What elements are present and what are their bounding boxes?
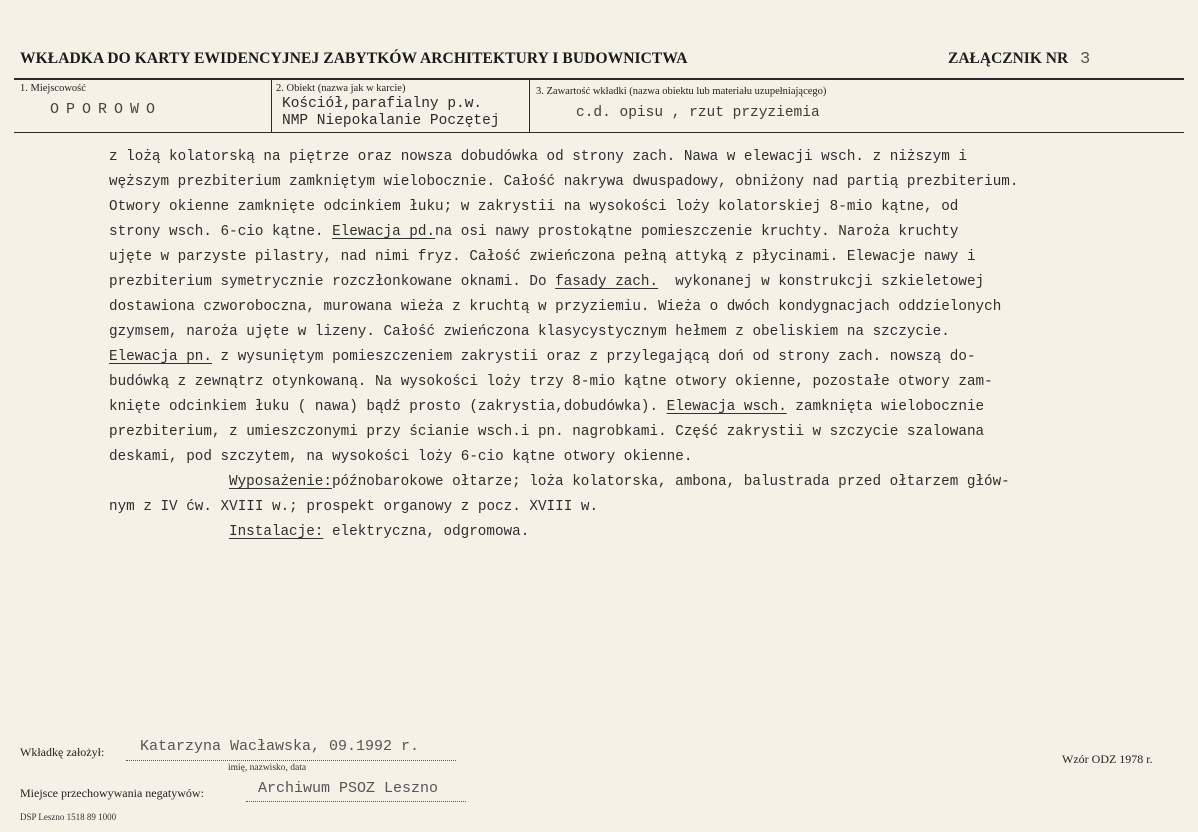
text-segment: z wysuniętym pomieszczeniem zakrystii oraz z przylegającą doń od strony zach. nowszą do- [211, 349, 976, 365]
text-line: z lożą kolatorską na piętrze oraz nowsza dobudówka od strony zach. Nawa w elewacji wsch. z niższym i [109, 149, 967, 165]
object-label: 2. Obiekt (nazwa jak w karcie) [276, 83, 406, 94]
author-dotted-line [126, 760, 456, 761]
annex-label-text: ZAŁĄCZNIK NR [948, 50, 1069, 67]
text-line: gzymsem, naroża ujęte w lizeny. Całość zwieńczona klasycystycznym hełmem z obeliskiem na szczycie. [109, 324, 950, 340]
text-segment: późnobarokowe ołtarze; loża kolatorska, ambona, balustrada przed ołtarzem głów- [331, 474, 1010, 490]
text-line: deskami, pod szczytem, na wysokości loży 6-cio kątne otwory okienne. [109, 449, 693, 465]
place-label: 1. Miejscowość [20, 83, 86, 94]
text-segment: elektryczna, odgromowa. [323, 524, 530, 540]
text-line [229, 471, 1010, 493]
storage-label: Miejsce przechowywania negatywów: [20, 786, 204, 800]
header-rule [14, 78, 1184, 80]
author-value: Katarzyna Wacławska, 09.1992 r. [140, 738, 420, 755]
text-segment: wykonanej w konstrukcji szkieletowej [658, 274, 985, 290]
text-segment: prezbiterium symetrycznie rozczłonkowane oknami. Do [109, 274, 556, 290]
text-segment: zamknięta wielobocznie [786, 399, 985, 415]
text-segment: na osi nawy prostokątne pomieszczenie kruchty. Naroża kruchty [435, 224, 959, 240]
text-line: węższym prezbiterium zamkniętym wielobocznie. Całość nakrywa dwuspadowy, obniżony nad partią prezbiterium. [109, 174, 1019, 190]
storage-dotted-line [246, 801, 466, 802]
annex-label [948, 50, 1090, 69]
text-line: dostawiona czworoboczna, murowana wieża z kruchtą w przyziemiu. Wieża o dwóch kondygnacjach oddzielonych [109, 299, 1002, 315]
form-version: Wzór ODZ 1978 r. [1062, 752, 1153, 766]
text-line [109, 221, 958, 243]
storage-value: Archiwum PSOZ Leszno [258, 780, 439, 797]
text-line [109, 396, 984, 418]
text-line: budówką z zewnątrz otynkowaną. Na wysokości loży trzy 8-mio kątne otwory okienne, pozostałe otwory zam- [109, 374, 993, 390]
text-segment: strony wsch. 6-cio kątne. [109, 224, 333, 240]
card-title: WKŁADKA DO KARTY EWIDENCYJNEJ ZABYTKÓW ARCHITEKTURY I BUDOWNICTWA [20, 50, 688, 67]
text-line: ujęte w parzyste pilastry, nad nimi fryz. Całość zwieńczona pełną attyką z płycinami. Elewacje nawy i [109, 249, 976, 265]
annex-number: 3 [1080, 50, 1091, 69]
text-line [109, 271, 984, 293]
author-sublabel: imię, nazwisko, data [228, 763, 307, 773]
text-line: Otwory okienne zamknięte odcinkiem łuku; w zakrystii na wysokości loży kolatorskiej 8-mio kątne, od [109, 199, 959, 215]
field-divider-2 [529, 79, 530, 132]
heading-elevation-south: Elewacja pd. [332, 224, 436, 240]
field-divider-1 [271, 79, 272, 132]
text-line: nym z IV ćw. XVIII w.; prospekt organowy z pocz. XVIII w. [109, 499, 599, 515]
heading-installations: Instalacje: [229, 524, 324, 540]
text-line [229, 521, 529, 543]
printer-imprint: DSP Leszno 1518 89 1000 [20, 812, 117, 822]
object-value-line1: Kościół,parafialny p.w. [282, 96, 483, 112]
heading-elevation-east: Elewacja wsch. [666, 399, 787, 415]
text-line: prezbiterium, z umieszczonymi przy ścianie wsch.i pn. nagrobkami. Część zakrystii w szczycie szalowana [109, 424, 985, 440]
heading-elevation-north: Elewacja pn. [109, 349, 212, 365]
object-value-line2: NMP Niepokalanie Poczętej [282, 113, 500, 129]
heading-furnishings: Wyposażenie: [229, 474, 332, 490]
heading-west-facade: fasady zach. [555, 274, 659, 290]
text-segment: knięte odcinkiem łuku ( nawa) bądź prosto (zakrystia,dobudówka). [109, 399, 667, 415]
contents-value: c.d. opisu , rzut przyziemia [576, 105, 820, 121]
contents-label: 3. Zawartość wkładki (nazwa obiektu lub materiału uzupełniającego) [536, 86, 827, 97]
author-label: Wkładkę założył: [20, 745, 105, 759]
place-value: OPOROWO [50, 101, 163, 118]
text-line [109, 346, 976, 368]
fields-bottom-rule [14, 132, 1184, 133]
